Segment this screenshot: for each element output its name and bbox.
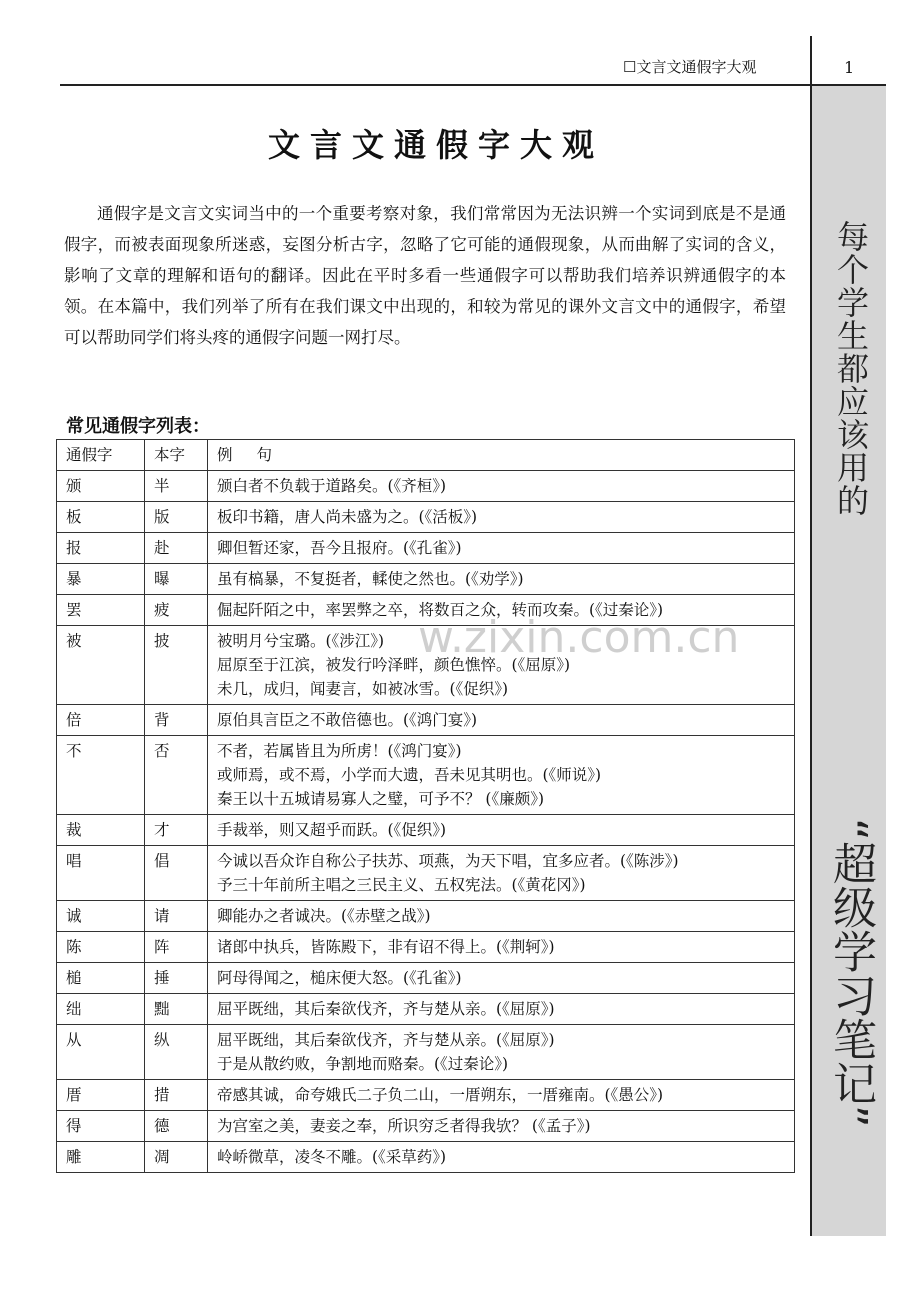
example-sentence: 或师焉，或不焉，小学而大遗，吾未见其明也。(《师说》) <box>217 766 602 784</box>
cell-examples <box>208 471 795 502</box>
header-benzi: 本字 <box>145 440 208 471</box>
cell-examples <box>208 994 795 1025</box>
example-sentence: 板印书籍，唐人尚未盛为之。(《活板》) <box>217 508 478 526</box>
cell-tongjia: 报 <box>57 533 145 564</box>
cell-benzi: 曝 <box>145 564 208 595</box>
cell-examples <box>208 705 795 736</box>
example-sentence: 于是从散约败，争割地而赂秦。(《过秦论》) <box>217 1055 509 1073</box>
example-sentence: 屈平既绌，其后秦欲伐齐，齐与楚从亲。(《屈原》) <box>217 1000 555 1018</box>
example-sentence: 予三十年前所主唱之三民主义、五权宪法。(《黄花冈》) <box>217 876 586 894</box>
cell-benzi: 半 <box>145 471 208 502</box>
cell-examples <box>208 846 795 901</box>
example-sentence: 颁白者不负载于道路矣。(《齐桓》) <box>217 477 447 495</box>
example-sentence: 卿但暂还家，吾今且报府。(《孔雀》) <box>217 539 462 557</box>
tongjia-table <box>56 439 795 1173</box>
example-sentence: 虽有槁暴，不复挺者，輮使之然也。(《劝学》) <box>217 570 524 588</box>
table-row <box>57 705 795 736</box>
intro-paragraph: 通假字是文言文实词当中的一个重要考察对象，我们常常因为无法识辨一个实词到底是不是通假字，而被表面现象所迷惑，妄图分析古字，忽略了它可能的通假现象，从而曲解了实词的含义，影响了文章的理解和语句的翻译。因此在平时多看一些通假字可以帮助我们培养识辨通假字的本领。在本篇中，我们列举了所有在我们课文中出现的，和较为常见的课外文言文中的通假字，希望可以帮助同学们将头疼的通假字问题一网打尽。 <box>64 204 786 347</box>
cell-tongjia: 倍 <box>57 705 145 736</box>
cell-tongjia: 不 <box>57 736 145 815</box>
cell-benzi: 疲 <box>145 595 208 626</box>
cell-benzi: 披 <box>145 626 208 705</box>
example-sentence: 诸郎中执兵，皆陈殿下，非有诏不得上。(《荆轲》) <box>217 938 555 956</box>
cell-benzi: 措 <box>145 1080 208 1111</box>
example-sentence: 未几，成归，闻妻言，如被冰雪。(《促织》) <box>217 680 509 698</box>
cell-benzi: 版 <box>145 502 208 533</box>
cell-benzi: 凋 <box>145 1142 208 1173</box>
sidebar-notes-title: “超级学习笔记” <box>825 818 876 1128</box>
example-sentence: 今诚以吾众诈自称公子扶苏、项燕，为天下唱，宜多应者。(《陈涉》) <box>217 852 679 870</box>
table-row <box>57 963 795 994</box>
cell-examples <box>208 815 795 846</box>
cell-tongjia: 唱 <box>57 846 145 901</box>
cell-benzi: 否 <box>145 736 208 815</box>
cell-examples <box>208 502 795 533</box>
header-rule <box>60 84 812 86</box>
cell-tongjia: 绌 <box>57 994 145 1025</box>
cell-tongjia: 雕 <box>57 1142 145 1173</box>
table-row <box>57 994 795 1025</box>
cell-examples <box>208 1025 795 1080</box>
cell-examples <box>208 963 795 994</box>
table-row <box>57 1080 795 1111</box>
example-sentence: 不者，若属皆且为所虏！(《鸿门宴》) <box>217 742 462 760</box>
cell-benzi: 纵 <box>145 1025 208 1080</box>
table-body <box>57 471 795 1173</box>
cell-tongjia: 槌 <box>57 963 145 994</box>
cell-benzi: 请 <box>145 901 208 932</box>
example-sentence: 屈平既绌，其后秦欲伐齐，齐与楚从亲。(《屈原》) <box>217 1031 555 1049</box>
cell-examples <box>208 901 795 932</box>
table-row <box>57 846 795 901</box>
example-sentence: 帝感其诚，命夸娥氏二子负二山，一厝朔东，一厝雍南。(《愚公》) <box>217 1086 664 1104</box>
page-number: 1 <box>844 58 855 77</box>
cell-tongjia: 陈 <box>57 932 145 963</box>
cell-examples <box>208 932 795 963</box>
example-sentence: 秦王以十五城请易寡人之璧，可予不？ (《廉颇》) <box>217 790 545 808</box>
cell-tongjia: 罢 <box>57 595 145 626</box>
table-row <box>57 932 795 963</box>
cell-examples <box>208 1111 795 1142</box>
cell-tongjia: 颁 <box>57 471 145 502</box>
cell-benzi: 背 <box>145 705 208 736</box>
header-examples: 例句 <box>208 440 795 471</box>
sidebar-slogan: 每个学生都应该用的 <box>832 220 870 517</box>
table-row <box>57 533 795 564</box>
cell-benzi: 阵 <box>145 932 208 963</box>
cell-benzi: 倡 <box>145 846 208 901</box>
cell-benzi: 捶 <box>145 963 208 994</box>
watermark: w.zixin.com.cn <box>418 612 740 663</box>
cell-tongjia: 从 <box>57 1025 145 1080</box>
example-sentence: 倔起阡陌之中，率罢弊之卒，将数百之众，转而攻秦。(《过秦论》) <box>217 601 664 619</box>
table-row <box>57 815 795 846</box>
table-row <box>57 736 795 815</box>
cell-examples <box>208 533 795 564</box>
table-row <box>57 502 795 533</box>
example-sentence: 岭峤微草，凌冬不雕。(《采草药》) <box>217 1148 447 1166</box>
table-row <box>57 1025 795 1080</box>
cell-benzi: 德 <box>145 1111 208 1142</box>
example-sentence: 被明月兮宝璐。(《涉江》) <box>217 632 385 650</box>
table-row <box>57 471 795 502</box>
cell-examples <box>208 564 795 595</box>
cell-benzi: 黜 <box>145 994 208 1025</box>
cell-tongjia: 得 <box>57 1111 145 1142</box>
table-row <box>57 1111 795 1142</box>
cell-tongjia: 被 <box>57 626 145 705</box>
document-title: 文言文通假字大观 <box>267 126 604 164</box>
example-sentence: 为宫室之美，妻妾之奉，所识穷乏者得我欤？ (《孟子》) <box>217 1117 591 1135</box>
cell-benzi: 赴 <box>145 533 208 564</box>
table-row <box>57 1142 795 1173</box>
example-sentence: 屈原至于江滨，被发行吟泽畔，颜色憔悴。(《屈原》) <box>217 656 571 674</box>
table-row <box>57 901 795 932</box>
cell-tongjia: 暴 <box>57 564 145 595</box>
cell-tongjia: 诚 <box>57 901 145 932</box>
cell-tongjia: 板 <box>57 502 145 533</box>
cell-examples <box>208 736 795 815</box>
header-tongjia: 通假字 <box>57 440 145 471</box>
example-sentence: 手裁举，则又超乎而跃。(《促织》) <box>217 821 447 839</box>
cell-examples <box>208 1080 795 1111</box>
cell-benzi: 才 <box>145 815 208 846</box>
header-title: ☐文言文通假字大观 <box>623 58 757 76</box>
example-sentence: 原伯具言臣之不敢倍德也。(《鸿门宴》) <box>217 711 478 729</box>
example-sentence: 阿母得闻之，槌床便大怒。(《孔雀》) <box>217 969 462 987</box>
cell-tongjia: 厝 <box>57 1080 145 1111</box>
cell-examples <box>208 1142 795 1173</box>
cell-tongjia: 裁 <box>57 815 145 846</box>
example-sentence: 卿能办之者诚决。(《赤壁之战》) <box>217 907 431 925</box>
table-row <box>57 564 795 595</box>
table-header-row <box>57 440 795 471</box>
list-heading: 常见通假字列表： <box>66 416 210 437</box>
